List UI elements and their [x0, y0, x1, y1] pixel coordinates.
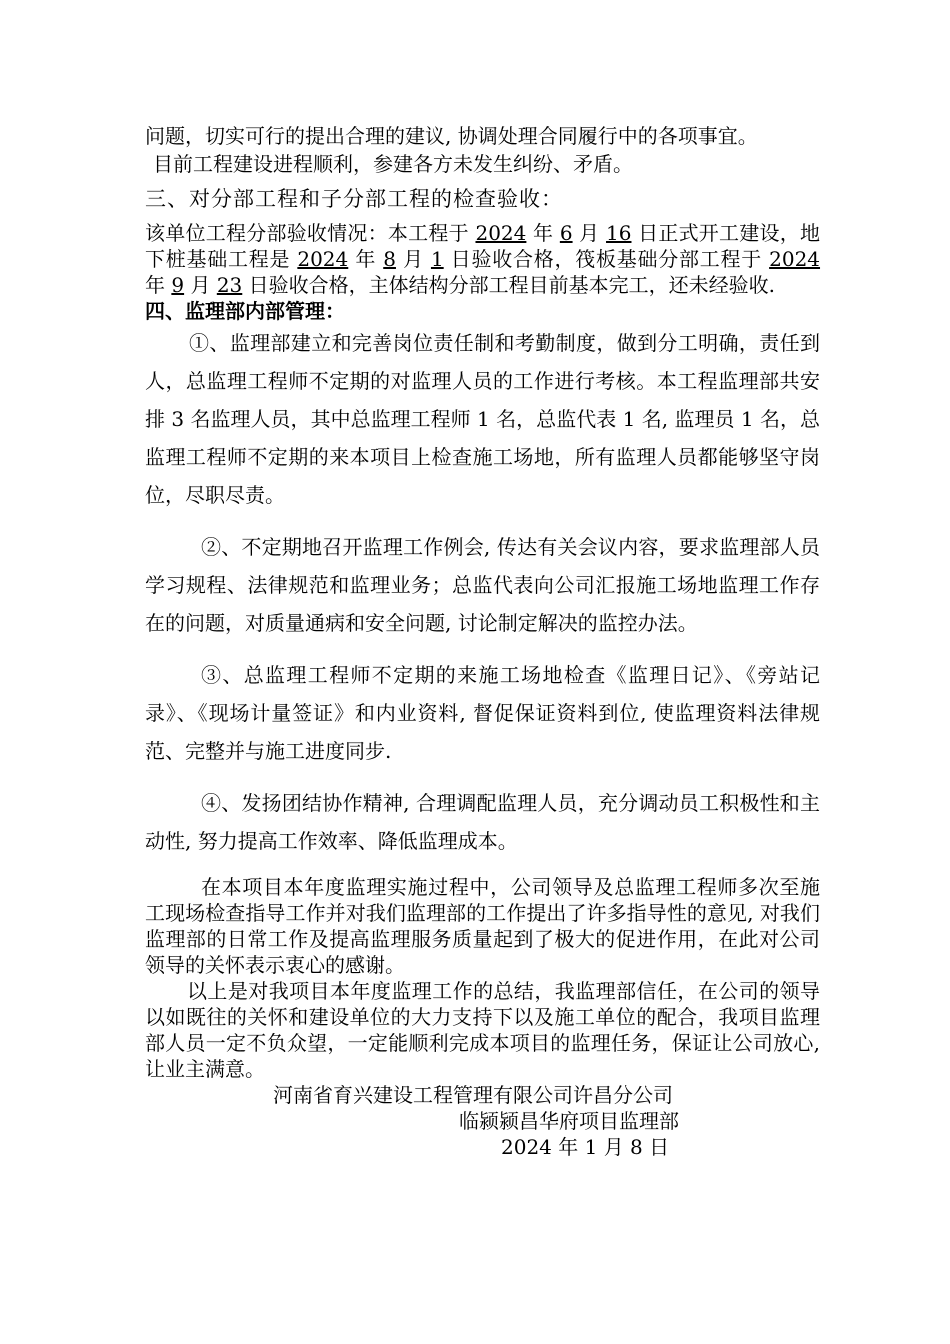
raft-day: 23 — [216, 273, 243, 297]
signature-date: 2024 年 1 月 8 日 — [501, 1135, 670, 1159]
raft-month: 9 — [171, 273, 185, 297]
document-page — [145, 122, 820, 1160]
acceptance-text: 年 — [348, 247, 384, 271]
section-3-heading: 三、对分部工程和子分部工程的检查验收： — [145, 187, 563, 211]
closing-paragraph-1: 在本项目本年度监理实施过程中，公司领导及总监理工程师多次至施工现场检查指导工作并对我们监理部的工作提出了许多指导性的意见, 对我们监理部的日常工作及提高监理服务质量起到了极大的促进作用，在此对公司领导的关怀表示衷心的感谢。 — [145, 875, 820, 977]
acceptance-text: 日验收合格，筏板基础分部工程于 — [443, 247, 770, 271]
start-month: 6 — [559, 221, 573, 245]
acceptance-text: 年 — [526, 221, 560, 245]
management-item-2: ②、不定期地召开监理工作例会, 传达有关会议内容，要求监理部人员学习规程、法律规范和监理业务；总监代表向公司汇报施工场地监理工作存在的问题，对质量通病和安全问题, 讨论制定解决的监控办法。 — [145, 535, 820, 635]
intro-line-1: 问题，切实可行的提出合理的建议, 协调处理合同履行中的各项事宜。 — [145, 124, 758, 148]
start-day: 16 — [606, 221, 632, 245]
management-item-4: ④、发扬团结协作精神, 合理调配监理人员，充分调动员工积极性和主动性, 努力提高工作效率、降低监理成本。 — [145, 791, 820, 853]
acceptance-text: 月 — [395, 247, 431, 271]
acceptance-text: 日验收合格，主体结构分部工程目前基本完工，还未经验收. — [242, 273, 775, 297]
pile-month: 8 — [383, 247, 396, 271]
acceptance-text: 年 — [145, 273, 172, 297]
raft-year: 2024 — [769, 247, 821, 271]
signature-company: 河南省育兴建设工程管理有限公司许昌分公司 — [273, 1083, 673, 1107]
acceptance-paragraph — [145, 220, 820, 298]
signature-department: 临颍颍昌华府项目监理部 — [459, 1109, 679, 1133]
pile-year: 2024 — [297, 247, 349, 271]
acceptance-text: 该单位工程分部验收情况：本工程于 — [145, 221, 476, 245]
start-year: 2024 — [475, 221, 527, 245]
acceptance-text: 月 — [572, 221, 607, 245]
management-item-1: ①、监理部建立和完善岗位责任制和考勤制度，做到分工明确，责任到人，总监理工程师不定期的对监理人员的工作进行考核。本工程监理部共安排 3 名监理人员，其中总监理工程师 1 名，总监代表 1 名, 监理员 1 名，总监理工程师不定期的来本项目上检查施工场地，所有监理人员都能够坚守岗位，尽职尽责。 — [145, 331, 820, 507]
closing-paragraph-2: 以上是对我项目本年度监理工作的总结，我监理部信任，在公司的领导以如既往的关怀和建设单位的大力支持下以及施工单位的配合，我项目监理部人员一定不负众望，一定能顺利完成本项目的监理任务，保证让公司放心, 让业主满意。 — [145, 979, 820, 1081]
pile-day: 1 — [430, 247, 444, 271]
acceptance-text: 日正式开工建设，地下桩基础工程是 — [145, 221, 821, 271]
section-4-heading: 四、监理部内部管理： — [145, 299, 345, 323]
management-item-3: ③、总监理工程师不定期的来施工场地检查《监理日记》、《旁站记录》、《现场计量签证》和内业资料, 督促保证资料到位, 使监理资料法律规范、完整并与施工进度同步. — [145, 663, 820, 763]
acceptance-text: 月 — [184, 273, 217, 297]
intro-line-2: 目前工程建设进程顺利，参建各方未发生纠纷、矛盾。 — [153, 152, 633, 176]
